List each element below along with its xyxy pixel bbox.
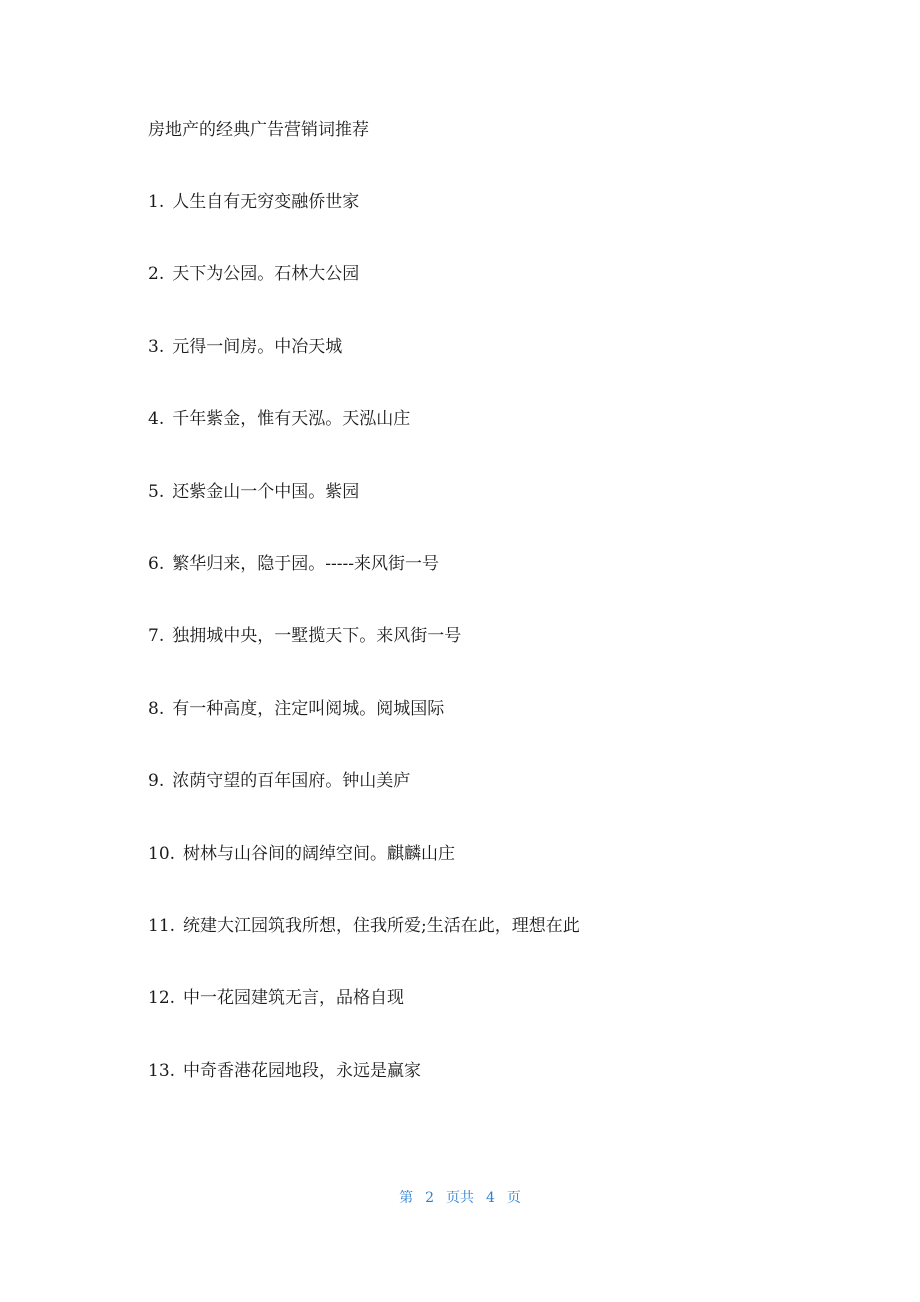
footer-total-pages: 4	[486, 1190, 495, 1206]
list-item	[148, 624, 580, 696]
list-item	[148, 697, 580, 769]
list-item	[148, 986, 580, 1058]
item-number: 7.	[148, 626, 165, 647]
item-number: 11.	[148, 915, 176, 936]
footer-middle: 页共	[446, 1190, 474, 1206]
item-number: 8.	[148, 698, 165, 719]
footer-current-page: 2	[425, 1190, 434, 1206]
item-text: 有一种高度，注定叫阅城。阅城国际	[172, 698, 445, 719]
item-number: 4.	[148, 409, 165, 430]
item-text: 统建大江园筑我所想，住我所爱;生活在此，理想在此	[183, 915, 580, 936]
item-text: 中奇香港花园地段，永远是赢家	[183, 1060, 422, 1081]
list-item	[148, 1059, 580, 1131]
list-item	[148, 914, 580, 986]
document-title: 房地产的经典广告营销词推荐	[148, 120, 369, 140]
item-text: 还紫金山一个中国。紫园	[172, 481, 360, 502]
list-item	[148, 552, 580, 624]
list-item	[148, 480, 580, 552]
list-item	[148, 842, 580, 914]
list-item	[148, 335, 580, 407]
item-text: 浓荫守望的百年国府。钟山美庐	[172, 771, 411, 792]
item-text: 人生自有无穷变融侨世家	[172, 192, 360, 212]
footer-prefix: 第	[399, 1190, 414, 1206]
list-item	[148, 262, 580, 334]
item-number: 5.	[148, 481, 165, 502]
item-text: 独拥城中央，一墅揽天下。来风街一号	[172, 626, 462, 647]
page-footer	[0, 1188, 920, 1208]
item-text: 千年紫金，惟有天泓。天泓山庄	[172, 409, 411, 430]
slogan-list	[148, 190, 580, 1131]
list-item	[148, 769, 580, 841]
list-item	[148, 407, 580, 479]
item-number: 2.	[148, 264, 165, 285]
item-text: 中一花园建筑无言，品格自现	[183, 988, 405, 1009]
item-number: 3.	[148, 336, 165, 357]
item-text: 天下为公园。石林大公园	[172, 264, 360, 285]
item-number: 10.	[148, 843, 176, 864]
list-item	[148, 190, 580, 262]
footer-suffix: 页	[506, 1190, 521, 1206]
item-text: 元得一间房。中冶天城	[172, 336, 343, 357]
item-number: 9.	[148, 771, 165, 792]
item-number: 12.	[148, 988, 176, 1009]
item-number: 6.	[148, 553, 165, 574]
item-number: 1.	[148, 192, 165, 212]
item-text: 树林与山谷间的阔绰空间。麒麟山庄	[183, 843, 456, 864]
item-text: 繁华归来，隐于园。-----来风街一号	[172, 553, 439, 574]
item-number: 13.	[148, 1060, 176, 1081]
